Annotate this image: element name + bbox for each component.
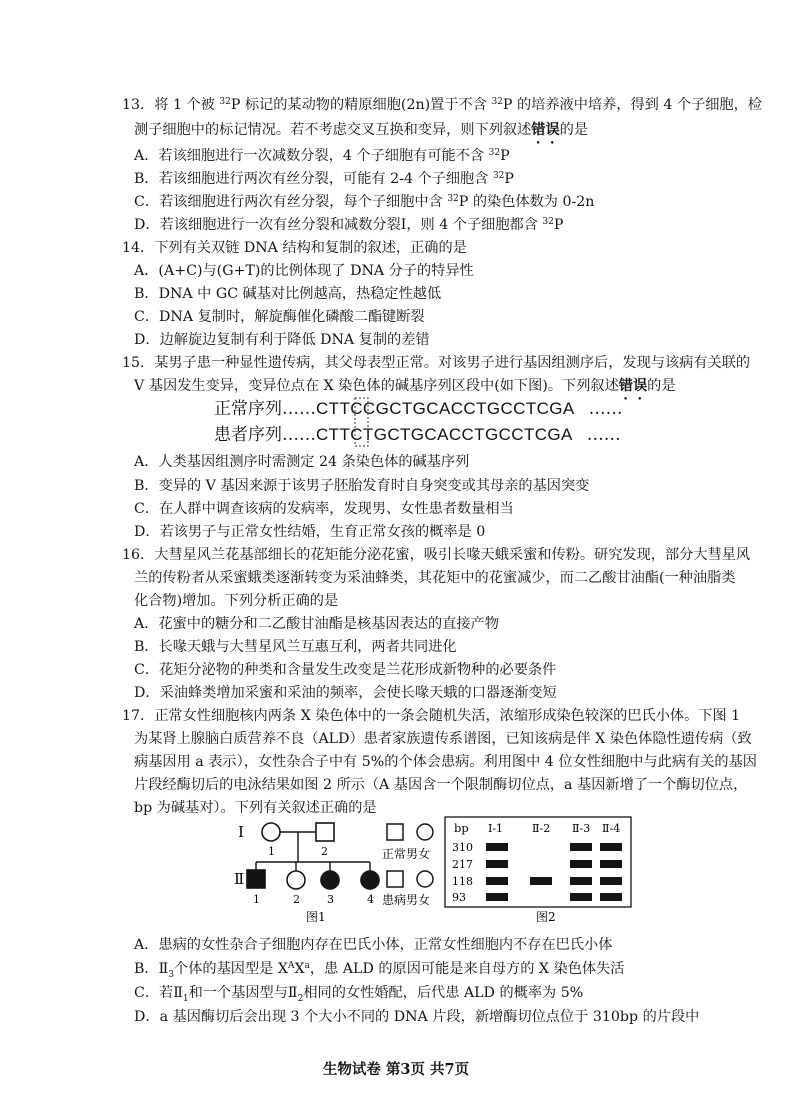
q14-option-b: B．DNA 中 GC 碱基对比例越高，热稳定性越低 bbox=[134, 286, 442, 302]
q15-option-b: B．变异的 V 基因来源于该男子胚胎发育时自身突变或其母亲的基因突变 bbox=[134, 478, 590, 494]
q17-stem-line2: 为某肾上腺脑白质营养不良（ALD）患者家族遗传系谱图，已知该病是伴 X 染色体隐性遗传病（致 bbox=[134, 731, 752, 747]
q13-option-c: C．若该细胞进行两次有丝分裂，每个子细胞中含 $^{32}$P 的染色体数为 0-2n bbox=[134, 194, 595, 210]
band-310bp-lane-3 bbox=[570, 843, 592, 851]
band-118bp-lane-2 bbox=[530, 877, 552, 885]
band-93bp-lane-3 bbox=[570, 893, 592, 901]
band-118bp-lane-3 bbox=[570, 877, 592, 885]
individual-II-1-male-affected bbox=[247, 870, 265, 888]
band-217bp-lane-1 bbox=[486, 860, 508, 868]
size-label-93: 93 bbox=[452, 891, 466, 904]
legend-affected-male-symbol bbox=[387, 871, 403, 887]
legend-normal-male-symbol bbox=[387, 824, 403, 840]
q17-stem-line1: 17．正常女性细胞核内两条 X 染色体中的一条会随机失活，浓缩形成染色较深的巴氏小体。下图 1 bbox=[122, 708, 741, 724]
q16-option-d: D．采油蜂类增加采蜜和采油的频率，会使长喙天蛾的口器逐渐变短 bbox=[134, 685, 557, 701]
lane-label-3: Ⅱ-3 bbox=[572, 822, 591, 835]
lane-label-2: Ⅱ-2 bbox=[532, 822, 551, 835]
q13-option-b: B．若该细胞进行两次有丝分裂，可能有 2-4 个子细胞含 $^{32}$P bbox=[134, 171, 514, 187]
q15-stem-line2: V 基因发生变异，变异位点在 X 染色体的碱基序列区段中(如下图)。下列叙述错误的是 bbox=[134, 378, 676, 394]
q16-stem-line2: 兰的传粉者从采蜜蛾类逐渐转变为采油蜂类，其花矩中的花蜜减少，而二乙酸甘油酯(一种油脂类 bbox=[134, 570, 736, 586]
svg-text:3: 3 bbox=[327, 893, 334, 906]
page-footer: 生物试卷 第3页 共7页 bbox=[322, 1061, 470, 1078]
q15-option-a: A．人类基因组测序时需测定 24 条染色体的碱基序列 bbox=[134, 454, 470, 470]
legend-affected-female-symbol bbox=[417, 871, 433, 887]
band-93bp-lane-4 bbox=[600, 893, 622, 901]
individual-I-2-male-normal bbox=[316, 823, 334, 841]
band-118bp-lane-1 bbox=[486, 877, 508, 885]
svg-text:1: 1 bbox=[253, 893, 260, 906]
figure-1-caption: 图1 bbox=[306, 910, 326, 924]
seq-patient: 患者序列……CTTCTGCTGCACCTGCCTCGA …… bbox=[214, 425, 621, 445]
figure-2-caption: 图2 bbox=[536, 910, 556, 924]
q13-stem-line1: 13．将 1 个被 $^{32}$P 标记的某动物的精原细胞(2n)置于不含 $^{32}$P 的培养液中培养，得到 4 个子细胞，检 bbox=[122, 97, 762, 113]
q17-stem-line3: 病基因用 a 表示），女性杂合子中有 5%的个体会患病。利用图中 4 位女性细胞中与此病有关的基因 bbox=[134, 754, 757, 770]
individual-II-3-female-affected bbox=[321, 871, 339, 889]
individual-II-2-female-normal bbox=[287, 871, 305, 889]
q14-option-c: C．DNA 复制时，解旋酶催化磷酸二酯键断裂 bbox=[134, 309, 425, 325]
pedigree-figure bbox=[230, 818, 450, 930]
seq-normal: 正常序列……CTTCCGCTGCACCTGCCTCGA …… bbox=[214, 399, 623, 419]
q17-option-b: B．$Ⅱ_3$个体的基因型是 $X^AX^a$，患 ALD 的原因可能是来自母方的 X 染色体失活 bbox=[134, 961, 625, 980]
lane-label-4: Ⅱ-4 bbox=[602, 822, 621, 835]
svg-text:2: 2 bbox=[321, 845, 328, 858]
q17-stem-line5: bp 为碱基对）。下列有关叙述正确的是 bbox=[134, 800, 377, 816]
band-310bp-lane-4 bbox=[600, 843, 622, 851]
q14-stem: 14．下列有关双链 DNA 结构和复制的叙述，正确的是 bbox=[122, 240, 467, 256]
band-118bp-lane-4 bbox=[600, 877, 622, 885]
q15-stem-line1: 15．某男子患一种显性遗传病，其父母表型正常。对该男子进行基因组测序后，发现与该病有关联的 bbox=[122, 355, 751, 371]
q13-option-d: D．若该细胞进行一次有丝分裂和减数分裂Ⅰ，则 4 个子细胞都含 $^{32}$P bbox=[134, 217, 564, 233]
band-93bp-lane-1 bbox=[486, 893, 508, 901]
individual-I-1-female-normal bbox=[262, 823, 280, 841]
q16-stem-line1: 16．大彗星风兰花基部细长的花矩能分泌花蜜，吸引长喙天蛾采蜜和传粉。研究发现，部分大彗星风 bbox=[122, 547, 751, 563]
q16-option-c: C．花矩分泌物的种类和含量发生改变是兰花形成新物种的必要条件 bbox=[134, 662, 557, 678]
q14-option-d: D．边解旋边复制有利于降低 DNA 复制的差错 bbox=[134, 332, 430, 348]
q13-option-a: A．若该细胞进行一次减数分裂，4 个子细胞有可能不含 $^{32}$P bbox=[134, 148, 510, 164]
q17-option-d: D．a 基因酶切后会出现 3 个大小不同的 DNA 片段，新增酶切位点位于 310bp 的片段中 bbox=[134, 1009, 700, 1025]
svg-text:1: 1 bbox=[268, 845, 275, 858]
q16-option-a: A．花蜜中的糖分和二乙酸甘油酯是核基因表达的直接产物 bbox=[134, 616, 499, 632]
legend-normal-label: 正常男女 bbox=[382, 847, 431, 861]
q16-option-b: B．长喙天蛾与大彗星风兰互惠互利，两者共同进化 bbox=[134, 639, 457, 655]
band-217bp-lane-3 bbox=[570, 860, 592, 868]
svg-text:2: 2 bbox=[293, 893, 300, 906]
q13-stem-line2: 测子细胞中的标记情况。若不考虑交叉互换和变异，则下列叙述错误的是 bbox=[134, 122, 589, 138]
size-label-118: 118 bbox=[452, 875, 473, 888]
q14-option-a: A．(A+C)与(G+T)的比例体现了 DNA 分子的特异性 bbox=[134, 263, 474, 279]
svg-text:4: 4 bbox=[367, 893, 374, 906]
seq-normal-bases: CTTCCGCTGCACCTGCCTCGA bbox=[316, 399, 575, 418]
band-217bp-lane-4 bbox=[600, 860, 622, 868]
generation-1-label: Ⅰ bbox=[238, 823, 244, 841]
lane-label-1: Ⅰ-1 bbox=[488, 822, 504, 835]
q15-option-d: D．若该男子与正常女性结婚，生育正常女孩的概率是 0 bbox=[134, 524, 486, 540]
seq-patient-bases: CTTCTGCTGCACCTGCCTCGA bbox=[316, 425, 573, 444]
q16-stem-line3: 化合物)增加。下列分析正确的是 bbox=[134, 593, 339, 609]
q15-option-c: C．在人群中调查该病的发病率，发现男、女性患者数量相当 bbox=[134, 501, 514, 517]
legend-normal-female-symbol bbox=[417, 824, 433, 840]
size-label-310: 310 bbox=[452, 841, 473, 854]
q17-stem-line4: 片段经酶切后的电泳结果如图 2 所示（A 基因含一个限制酶切位点，a 基因新增了一个酶切位点， bbox=[134, 777, 748, 793]
legend-affected-label: 患病男女 bbox=[382, 893, 431, 907]
electrophoresis-figure bbox=[444, 816, 634, 926]
individual-II-4-female-affected bbox=[361, 871, 379, 889]
q17-option-c: C．若$Ⅱ_1$和一个基因型与$Ⅱ_2$相同的女性婚配，后代患 ALD 的概率为 5% bbox=[134, 985, 584, 1004]
generation-2-label: Ⅱ bbox=[234, 870, 245, 888]
q17-option-a: A．患病的女性杂合子细胞内存在巴氏小体，正常女性细胞内不存在巴氏小体 bbox=[134, 937, 613, 953]
bp-header: bp bbox=[454, 821, 469, 835]
band-310bp-lane-1 bbox=[486, 843, 508, 851]
size-label-217: 217 bbox=[452, 858, 473, 871]
